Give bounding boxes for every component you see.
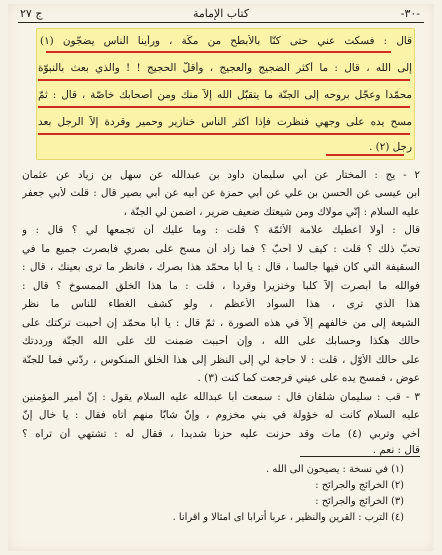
underline-mark [38, 106, 410, 108]
text-line: هذا الّذي ترى ، هذا السواد الأعظم ، ولو كشف الغطاء للناس ما نظر [22, 298, 420, 310]
text-line: فوالله ما أبصرت إلاّ كلباً وخنزيراً وقرداً ، قلت : ما هذا الخلق الممسوخ ؟ قال : [22, 280, 420, 292]
text-line: رجل (٢) . [369, 141, 412, 153]
text-line: مسح يده على وجهي فنظرت فإذا أكثر الناس خنازير وحمير وقردة إلاّ الرجل بعد [38, 116, 412, 128]
text-line: تحبّ ذلك ؟ قلت : كيف لا اُحبّ ؟ فما زاد أن مسح على بصري فأبصرت جميع ما في [22, 243, 420, 255]
text-line: ابن عيسى عن الحسن بن علي عن أبي حمزة عن أبيه عن أبي بصير قال : قلت لأبي جعفر [22, 187, 420, 199]
document-page [8, 4, 434, 551]
text-line: عليه السلام : إنّي مولاك ومن شيعتك ضعيف ضرير ، اضمن لي الجنّة ، [123, 206, 420, 218]
text-line: قال : فسكت عني حتى كنّا بالأبطح من مكّة ، ورأينا الناس يضجّون (١) [40, 35, 412, 47]
text-line: عليه السلام كانت له خؤولة في بني مخزوم ، وإنّ شابّاً منهم أتاه فقال : يا خال إنّ [22, 409, 420, 421]
text-line: إلى الله ، قال : ما أكثر الضجيج والعجيج ، وأقلّ الحجيج ! ! والذي بعث بالنبوّة [38, 62, 412, 74]
text-line: قال : نعم . [372, 444, 420, 456]
text-line: السقيفة الّتي كان فيها جالساً ، قال : يا أبا محمّد هذا بصرك ، فانظر ما ترى بعينك ، قال : [22, 261, 420, 273]
page-number: -٣٠- [400, 7, 420, 20]
text-line: أخي وتربي (٤) مات وقد حزنت عليه حزناً شديداً ، فقال له : تشتهي أن تراه ؟ [22, 428, 420, 440]
footnote-rule [300, 456, 420, 457]
text-line: حالك هكذا وحسابك على الله ، وإن أحببت ضمنت لك على الله الجنّة ورددتك [22, 335, 420, 347]
underline-mark [46, 51, 391, 53]
footnote: (٢) الخرائج والجرائح : [315, 480, 404, 491]
text-line: ٢ - يج : المختار عن أبي سليمان داود بن عبدالله عن سهل بن زياد عن عثمان [22, 169, 420, 181]
book-title: كتاب الإمامة [192, 7, 250, 20]
header-rule [18, 22, 424, 23]
underline-mark [38, 79, 410, 81]
underline-mark [326, 154, 404, 156]
text-line: ٣ - قب : سليمان شلقان قال : سمعت أبا عبدالله عليه السلام يقول : إنّ أمير المؤمنين [22, 391, 420, 403]
footnote: (٤) الترب : القرين والنظير ، عربا أترابا اى امثالا و اقرانا . [172, 512, 404, 523]
text-line: عوض ، فمسح يده على عيني فرجعت كما كنت (٣) . [197, 372, 420, 384]
text-line: على حالك الأوّل ، قلت : لا حاجة لي إلى النظر إلى هذا الخلق المنكوس ، ردّني فما للجنّة [22, 354, 420, 366]
text-line: الشيعة إلى من خالفهم إلاّ في هذه الصورة ، ثمّ قال : يا أبا محمّد إن أحببت تركتك على [22, 317, 420, 329]
text-line: محمّداً وعجّل بروحه إلى الجنّة ما يتقبّل الله إلاّ منك ومن أصحابك خاصّة ، قال : ثمّ [38, 89, 412, 101]
footnote: (١) في نسخة : يصيحون الى الله . [266, 464, 404, 475]
volume-label: ج ٢٧ [20, 7, 43, 20]
footnote: (٣) الخرائج والجرائح : [315, 496, 404, 507]
underline-mark [38, 133, 410, 135]
text-line: قال : أولا اُعطيك علامة الأئمّة ؟ قلت : وما عليك أن تجمعها لي ؟ قال : و [22, 224, 420, 236]
page-header [8, 4, 434, 22]
